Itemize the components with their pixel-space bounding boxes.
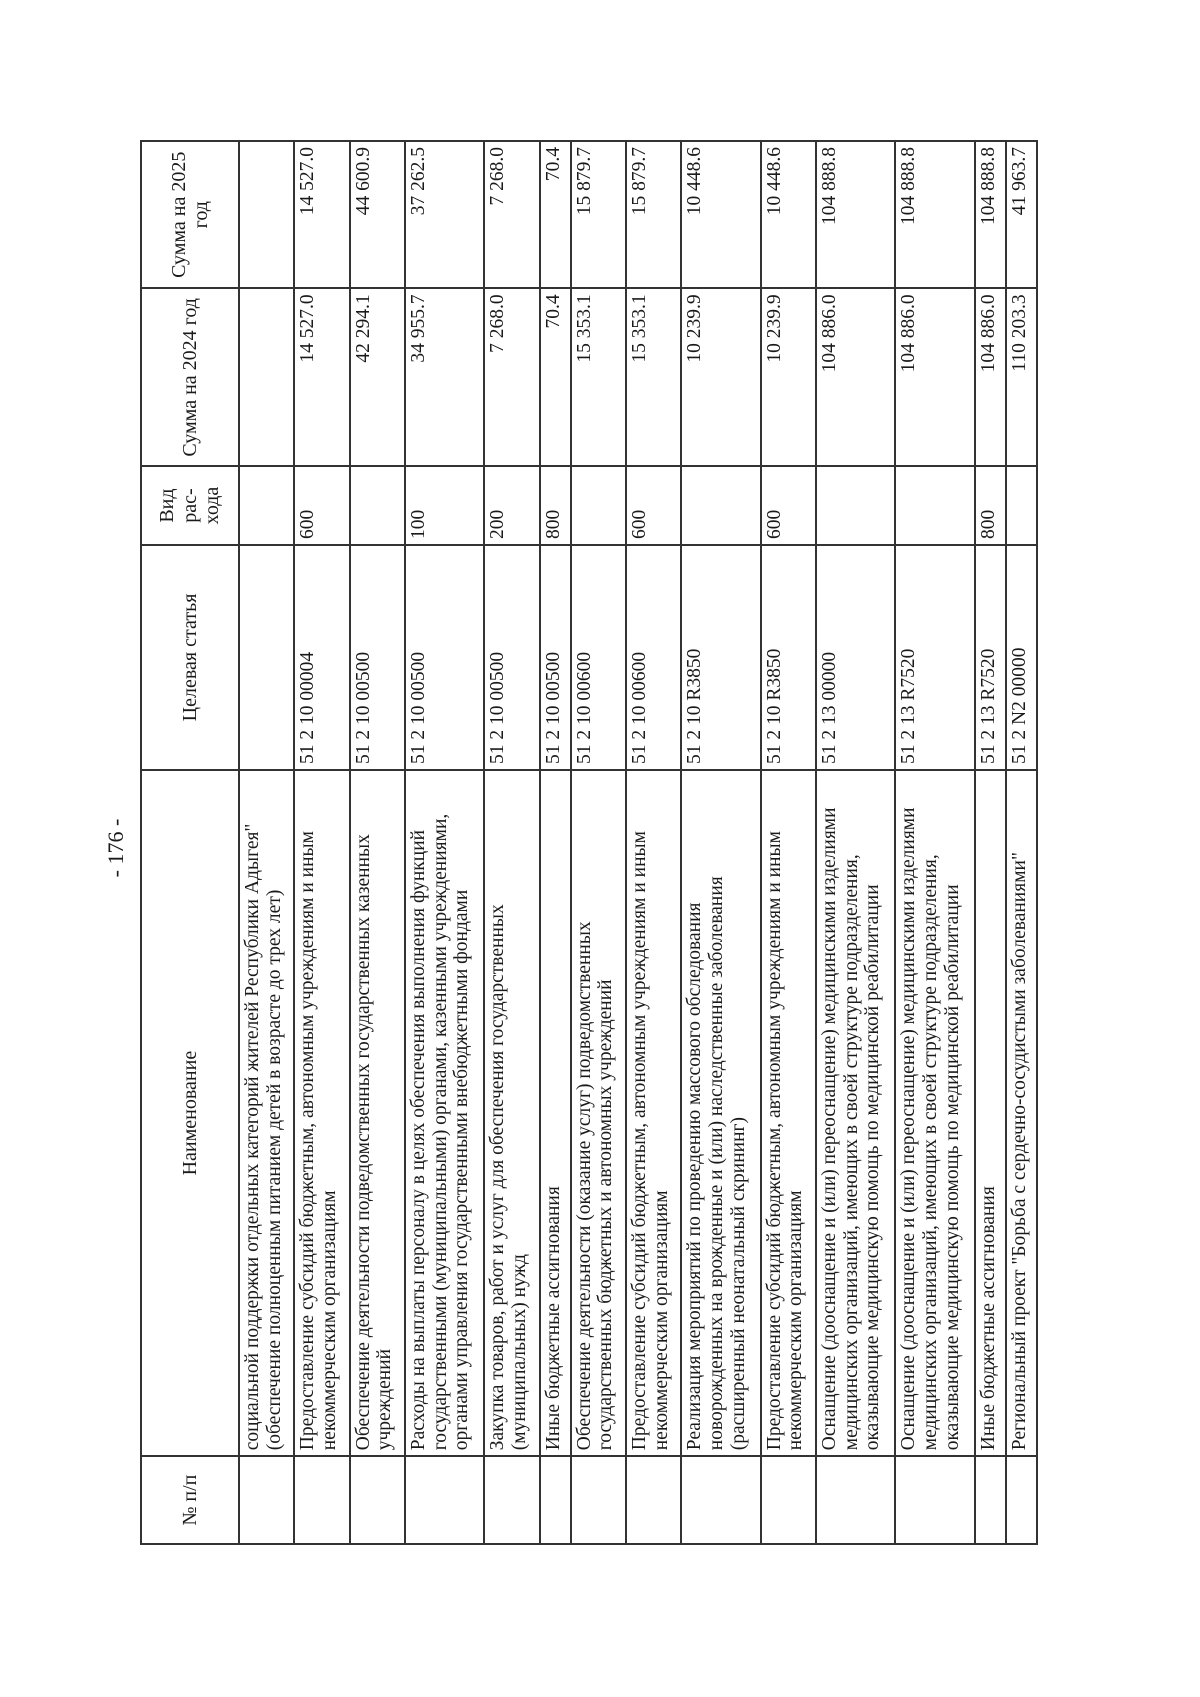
table-row bbox=[761, 141, 816, 1544]
cell-kind bbox=[681, 466, 761, 545]
cell-kind: 800 bbox=[540, 466, 571, 545]
cell-target: 51 2 10 00500 bbox=[350, 545, 405, 770]
cell-kind bbox=[350, 466, 405, 545]
cell-kind: 600 bbox=[294, 466, 349, 545]
cell-sum-2025: 44 600.9 bbox=[350, 141, 405, 288]
table-row bbox=[626, 141, 681, 1544]
cell-sum-2025 bbox=[239, 141, 294, 288]
cell-kind bbox=[571, 466, 626, 545]
cell-target: 51 2 13 R7520 bbox=[975, 545, 1006, 770]
cell-target: 51 2 13 00000 bbox=[816, 545, 896, 770]
cell-sum-2025: 104 888.8 bbox=[975, 141, 1006, 288]
cell-sum-2024: 34 955.7 bbox=[405, 288, 485, 466]
cell-kind bbox=[895, 466, 975, 545]
table-row bbox=[239, 141, 294, 1544]
table-row bbox=[350, 141, 405, 1544]
cell-sum-2024 bbox=[239, 288, 294, 466]
cell-sum-2024: 104 886.0 bbox=[895, 288, 975, 466]
cell-no bbox=[761, 1456, 816, 1544]
table-row bbox=[294, 141, 349, 1544]
header-sum-2025: Сумма на 2025 год bbox=[141, 141, 239, 288]
cell-name: Закупка товаров, работ и услуг для обеспечения государственных (муниципальных) нужд bbox=[484, 770, 539, 1456]
cell-sum-2024: 10 239.9 bbox=[761, 288, 816, 466]
cell-target: 51 2 10 00500 bbox=[484, 545, 539, 770]
cell-sum-2024: 14 527.0 bbox=[294, 288, 349, 466]
cell-sum-2025: 70.4 bbox=[540, 141, 571, 288]
table-row bbox=[540, 141, 571, 1544]
cell-sum-2025: 104 888.8 bbox=[895, 141, 975, 288]
cell-sum-2024: 104 886.0 bbox=[816, 288, 896, 466]
cell-name: Иные бюджетные ассигнования bbox=[540, 770, 571, 1456]
table-row bbox=[975, 141, 1006, 1544]
table-row bbox=[405, 141, 485, 1544]
cell-sum-2024: 15 353.1 bbox=[571, 288, 626, 466]
budget-table bbox=[140, 140, 1038, 1545]
cell-sum-2024: 15 353.1 bbox=[626, 288, 681, 466]
cell-name: Региональный проект "Борьба с сердечно-сосудистыми заболеваниями" bbox=[1006, 770, 1037, 1456]
budget-table-rotated bbox=[140, 140, 1038, 1545]
cell-name: Обеспечение деятельности подведомственных государственных казенных учреждений bbox=[350, 770, 405, 1456]
cell-kind: 800 bbox=[975, 466, 1006, 545]
cell-target bbox=[239, 545, 294, 770]
table-row bbox=[895, 141, 975, 1544]
cell-sum-2025: 41 963.7 bbox=[1006, 141, 1037, 288]
cell-name: Предоставление субсидий бюджетным, автономным учреждениям и иным некоммерческим организациям bbox=[294, 770, 349, 1456]
cell-sum-2025: 15 879.7 bbox=[571, 141, 626, 288]
cell-sum-2025: 14 527.0 bbox=[294, 141, 349, 288]
cell-sum-2024: 42 294.1 bbox=[350, 288, 405, 466]
cell-target: 51 2 10 00500 bbox=[540, 545, 571, 770]
cell-sum-2025: 10 448.6 bbox=[761, 141, 816, 288]
header-no: № п/п bbox=[141, 1456, 239, 1544]
cell-name: социальной поддержки отдельных категорий жителей Республики Адыгея" (обеспечение полноценным питанием детей в возрасте до трех лет) bbox=[239, 770, 294, 1456]
cell-kind: 600 bbox=[626, 466, 681, 545]
cell-no bbox=[571, 1456, 626, 1544]
cell-no bbox=[294, 1456, 349, 1544]
table-row bbox=[816, 141, 896, 1544]
cell-sum-2024: 7 268.0 bbox=[484, 288, 539, 466]
table-row bbox=[571, 141, 626, 1544]
cell-target: 51 2 10 R3850 bbox=[681, 545, 761, 770]
cell-sum-2025: 10 448.6 bbox=[681, 141, 761, 288]
cell-no bbox=[816, 1456, 896, 1544]
header-kind: Вид рас-хода bbox=[141, 466, 239, 545]
cell-name: Предоставление субсидий бюджетным, автономным учреждениям и иным некоммерческим организациям bbox=[626, 770, 681, 1456]
header-name: Наименование bbox=[141, 770, 239, 1456]
cell-sum-2024: 70.4 bbox=[540, 288, 571, 466]
cell-name: Расходы на выплаты персоналу в целях обеспечения выполнения функций государственными (муниципальными) органами, казенными учреждениями, органами управления государственными внебюджетными фондами bbox=[405, 770, 485, 1456]
cell-target: 51 2 N2 00000 bbox=[1006, 545, 1037, 770]
table-header-row bbox=[141, 141, 239, 1544]
cell-name: Оснащение (дооснащение и (или) переоснащение) медицинскими изделиями медицинских организаций, имеющих в своей структуре подразделения, оказывающие медицинскую помощь по медицинской реабилитации bbox=[895, 770, 975, 1456]
cell-kind: 600 bbox=[761, 466, 816, 545]
cell-name: Реализация мероприятий по проведению массового обследования новорожденных на врожденные и (или) наследственные заболевания (расширенный неонатальный скрининг) bbox=[681, 770, 761, 1456]
cell-kind bbox=[239, 466, 294, 545]
cell-sum-2025: 15 879.7 bbox=[626, 141, 681, 288]
table-row bbox=[484, 141, 539, 1544]
cell-no bbox=[681, 1456, 761, 1544]
table-row bbox=[681, 141, 761, 1544]
cell-no bbox=[895, 1456, 975, 1544]
page-number: - 176 - bbox=[103, 818, 128, 878]
cell-no bbox=[540, 1456, 571, 1544]
table-row bbox=[1006, 141, 1037, 1544]
cell-name: Предоставление субсидий бюджетным, автономным учреждениям и иным некоммерческим организациям bbox=[761, 770, 816, 1456]
cell-name: Оснащение (дооснащение и (или) переоснащение) медицинскими изделиями медицинских организаций, имеющих в своей структуре подразделения, оказывающие медицинскую помощь по медицинской реабилитации bbox=[816, 770, 896, 1456]
cell-sum-2025: 7 268.0 bbox=[484, 141, 539, 288]
cell-no bbox=[975, 1456, 1006, 1544]
cell-target: 51 2 10 R3850 bbox=[761, 545, 816, 770]
cell-no bbox=[484, 1456, 539, 1544]
cell-target: 51 2 10 00600 bbox=[571, 545, 626, 770]
cell-no bbox=[350, 1456, 405, 1544]
cell-target: 51 2 10 00500 bbox=[405, 545, 485, 770]
cell-no bbox=[1006, 1456, 1037, 1544]
cell-target: 51 2 13 R7520 bbox=[895, 545, 975, 770]
cell-kind bbox=[816, 466, 896, 545]
header-target: Целевая статья bbox=[141, 545, 239, 770]
cell-sum-2024: 10 239.9 bbox=[681, 288, 761, 466]
cell-kind: 200 bbox=[484, 466, 539, 545]
cell-target: 51 2 10 00600 bbox=[626, 545, 681, 770]
cell-no bbox=[405, 1456, 485, 1544]
cell-sum-2025: 104 888.8 bbox=[816, 141, 896, 288]
cell-name: Иные бюджетные ассигнования bbox=[975, 770, 1006, 1456]
cell-sum-2024: 104 886.0 bbox=[975, 288, 1006, 466]
table-body bbox=[239, 141, 1037, 1544]
header-sum-2024: Сумма на 2024 год bbox=[141, 288, 239, 466]
cell-sum-2024: 110 203.3 bbox=[1006, 288, 1037, 466]
cell-target: 51 2 10 00004 bbox=[294, 545, 349, 770]
cell-no bbox=[626, 1456, 681, 1544]
cell-name: Обеспечение деятельности (оказание услуг) подведомственных государственных бюджетных и автономных учреждений bbox=[571, 770, 626, 1456]
cell-sum-2025: 37 262.5 bbox=[405, 141, 485, 288]
cell-no bbox=[239, 1456, 294, 1544]
cell-kind: 100 bbox=[405, 466, 485, 545]
cell-kind bbox=[1006, 466, 1037, 545]
